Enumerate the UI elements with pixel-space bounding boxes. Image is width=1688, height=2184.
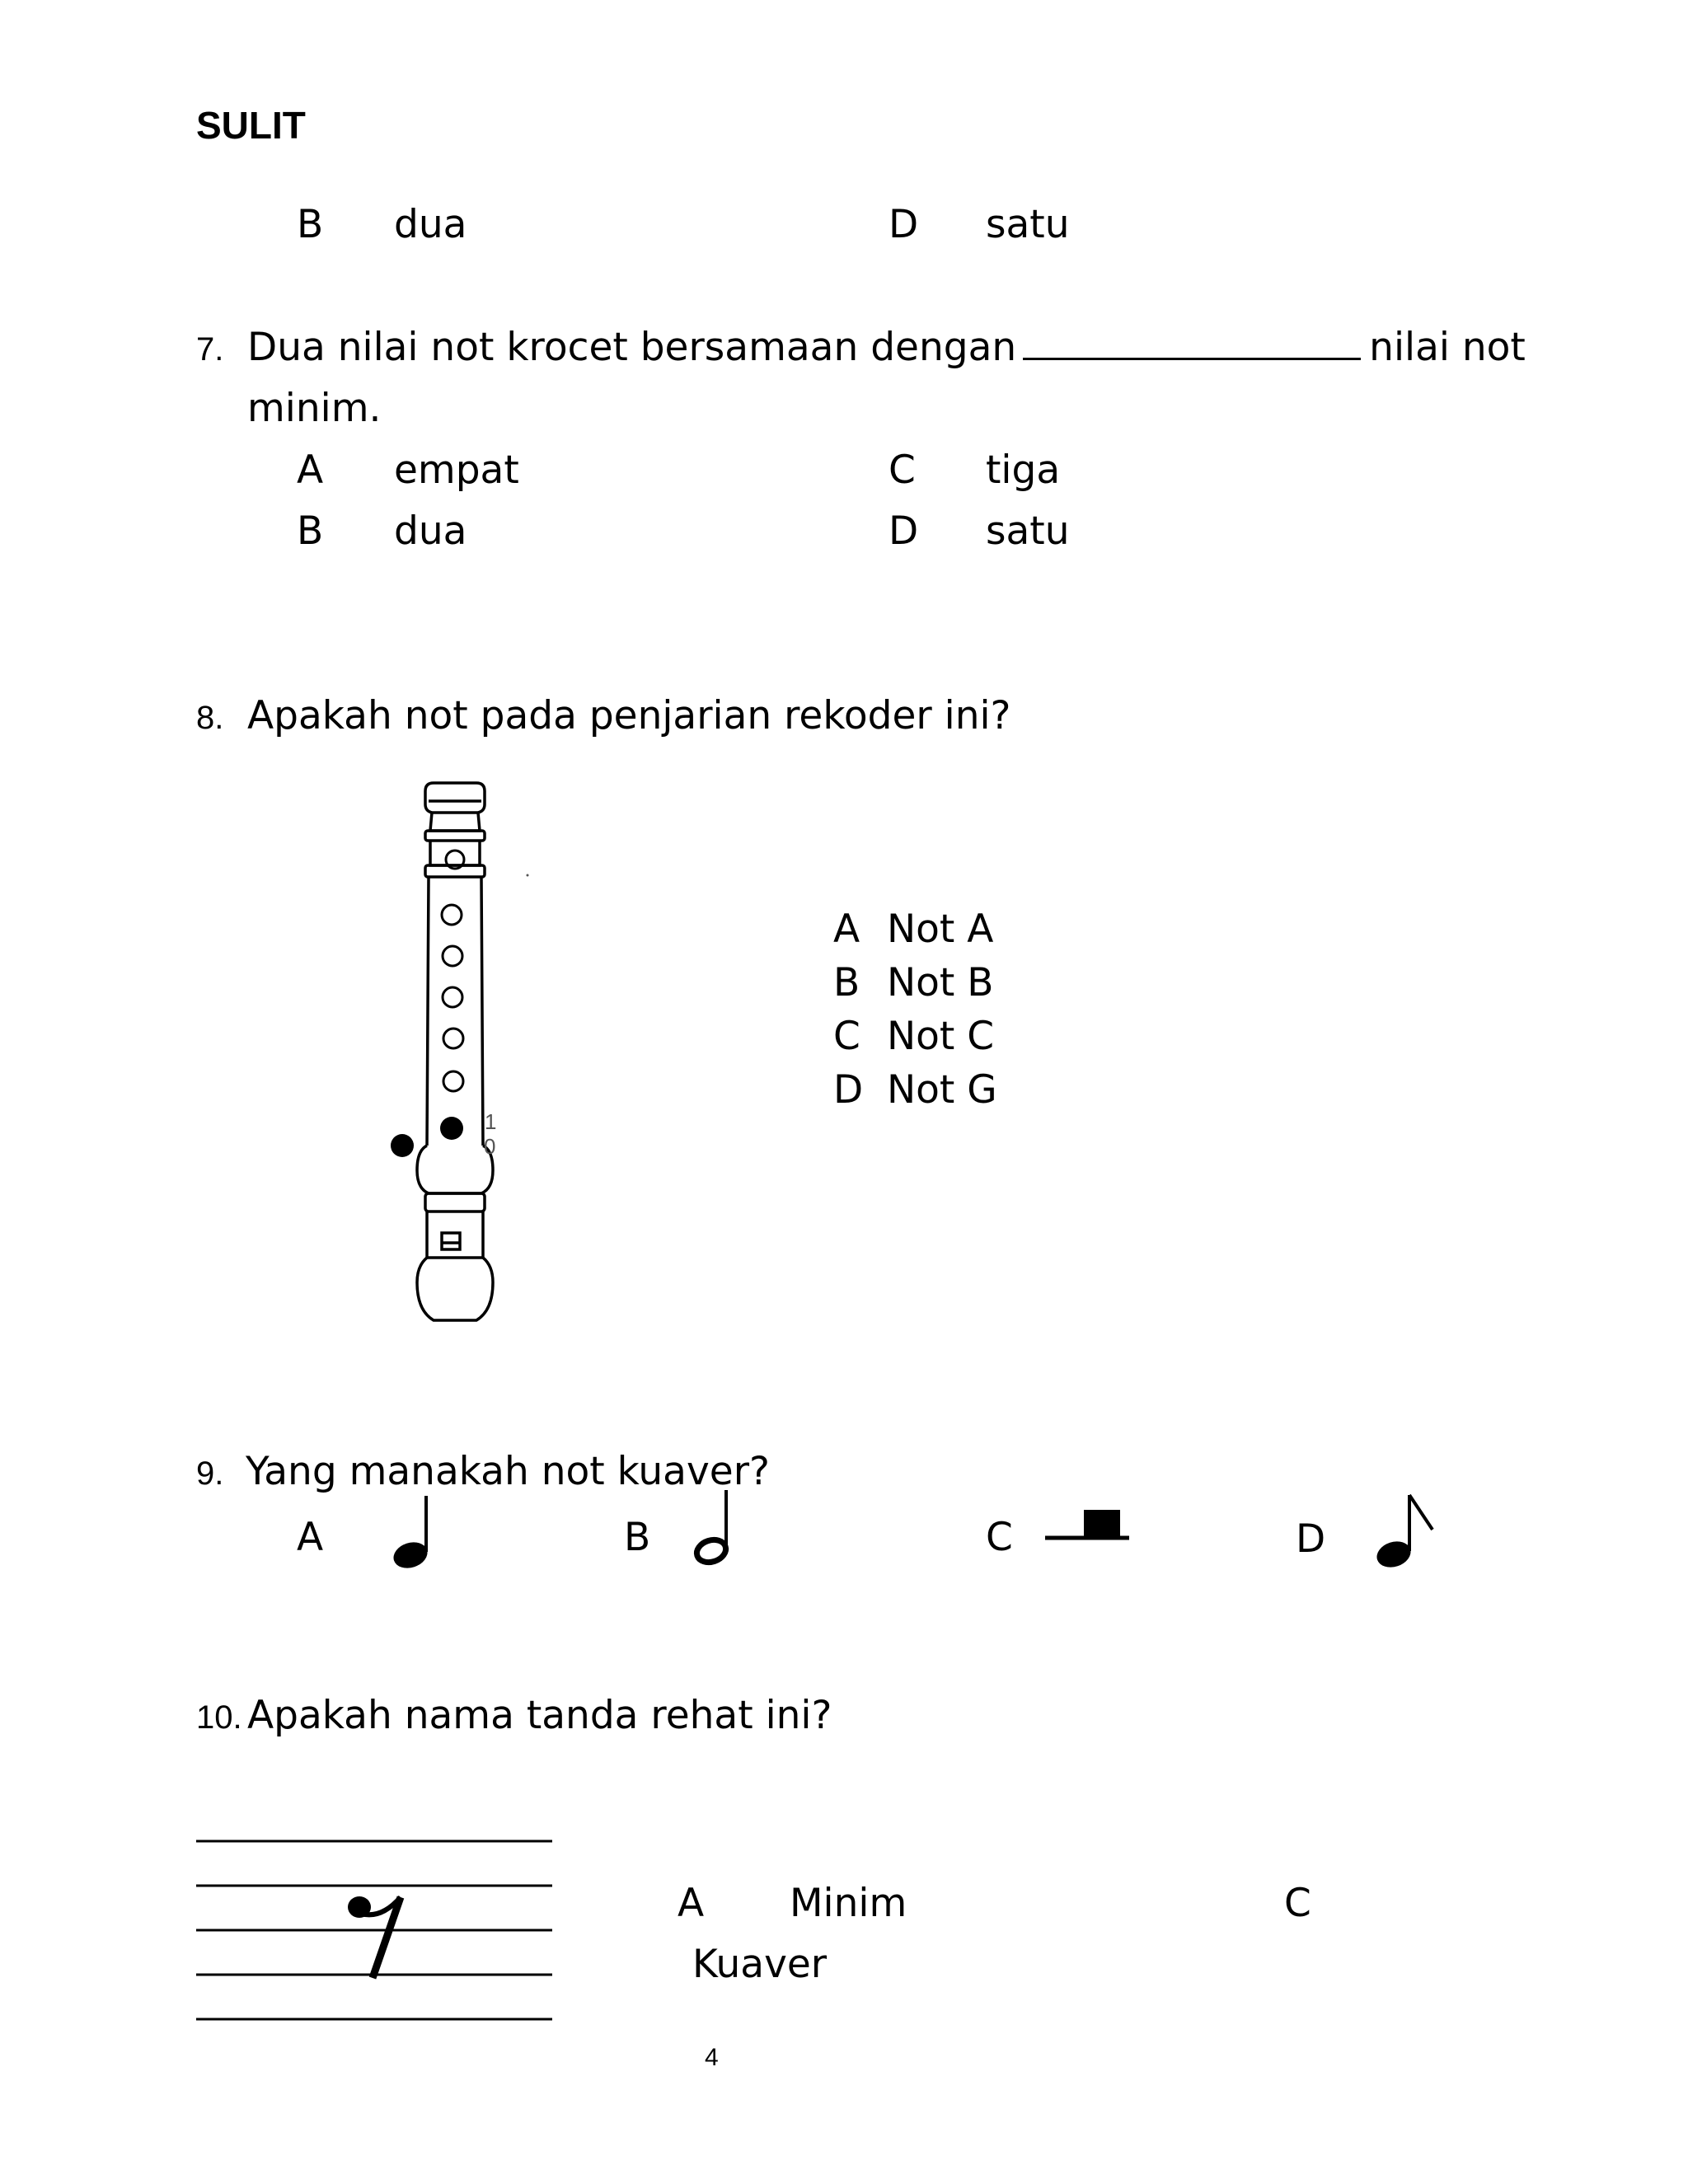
q7-question-line2: minim. <box>247 386 382 431</box>
q10-number: 10. <box>196 1699 242 1736</box>
recorder-joint <box>417 1146 493 1193</box>
recorder-thumb-hole-closed <box>391 1134 414 1157</box>
q10-option-text-a: Minim <box>790 1881 907 1926</box>
q7-option-text-a: empat <box>394 448 519 493</box>
crotchet-note-icon <box>387 1496 437 1578</box>
q7-answer-blank <box>1023 328 1361 360</box>
recorder-hole-open <box>443 946 462 966</box>
recorder-fingering-diagram <box>379 783 544 1327</box>
q7-option-text-b: dua <box>394 509 467 554</box>
q7-option-text-c: tiga <box>986 448 1061 493</box>
recorder-hole-open <box>443 1071 463 1091</box>
recorder-hole-open <box>442 905 462 925</box>
recorder-hole-open <box>443 987 462 1007</box>
recorder-hole-closed <box>440 1117 463 1140</box>
thumb-label-1: 1 <box>485 1109 497 1134</box>
quaver-note-icon <box>1372 1492 1438 1574</box>
q9-option-letter-d: D <box>1296 1516 1326 1562</box>
q10-question: Apakah nama tanda rehat ini? <box>247 1693 832 1738</box>
q9-option-letter-c: C <box>986 1515 1013 1560</box>
q8-option-text-d: Not G <box>887 1067 997 1113</box>
q10-option-letter-c: C <box>1284 1881 1311 1926</box>
q10-option-letter-a: A <box>678 1881 705 1926</box>
q9-question: Yang manakah not kuaver? <box>246 1449 770 1494</box>
thumb-label-0: 0 <box>484 1134 496 1159</box>
recorder-hole-open <box>443 1029 463 1048</box>
q8-option-letter-b: B <box>833 960 860 1005</box>
q7-text-after: nilai not <box>1369 325 1526 370</box>
q7-option-letter-d: D <box>889 509 919 554</box>
recorder-mouthpiece <box>425 783 485 813</box>
quaver-rest-icon <box>348 1896 401 1978</box>
q7-option-letter-c: C <box>889 448 916 493</box>
q7-option-text-d: satu <box>986 509 1070 554</box>
q7-number: 7. <box>196 331 224 368</box>
q8-option-text-a: Not A <box>887 907 994 952</box>
q8-option-text-b: Not B <box>887 960 994 1005</box>
music-staff <box>196 1841 552 2019</box>
minim-rest-icon <box>1045 1508 1136 1549</box>
q10-option-text-c-wrapped: Kuaver <box>692 1942 828 1987</box>
minim-note-icon <box>688 1490 738 1572</box>
staff-with-quaver-rest <box>196 1821 559 2027</box>
page-number: 4 <box>705 2044 719 2071</box>
q6-option-letter-b: B <box>297 202 324 247</box>
q9-option-letter-a: A <box>297 1515 324 1560</box>
q8-option-letter-a: A <box>833 907 860 952</box>
q8-option-letter-c: C <box>833 1014 860 1059</box>
q9-option-letter-b: B <box>624 1515 651 1560</box>
q7-option-letter-b: B <box>297 509 324 554</box>
confidential-label: SULIT <box>196 104 306 147</box>
q7-text-before: Dua nilai not krocet bersamaan dengan <box>247 325 1017 370</box>
q7-option-letter-a: A <box>297 448 324 493</box>
q6-option-letter-d: D <box>889 202 919 247</box>
q8-option-text-c: Not C <box>887 1014 995 1059</box>
recorder-bell <box>417 1258 493 1320</box>
q8-number: 8. <box>196 700 224 736</box>
q8-option-letter-d: D <box>833 1067 864 1113</box>
q6-option-text-b: dua <box>394 202 467 247</box>
recorder-body <box>427 877 483 1146</box>
q8-question: Apakah not pada penjarian rekoder ini? <box>247 693 1011 738</box>
recorder-window <box>442 1233 460 1249</box>
q7-question-line1 <box>247 325 1526 370</box>
q9-number: 9. <box>196 1455 224 1492</box>
q6-option-text-d: satu <box>986 202 1070 247</box>
